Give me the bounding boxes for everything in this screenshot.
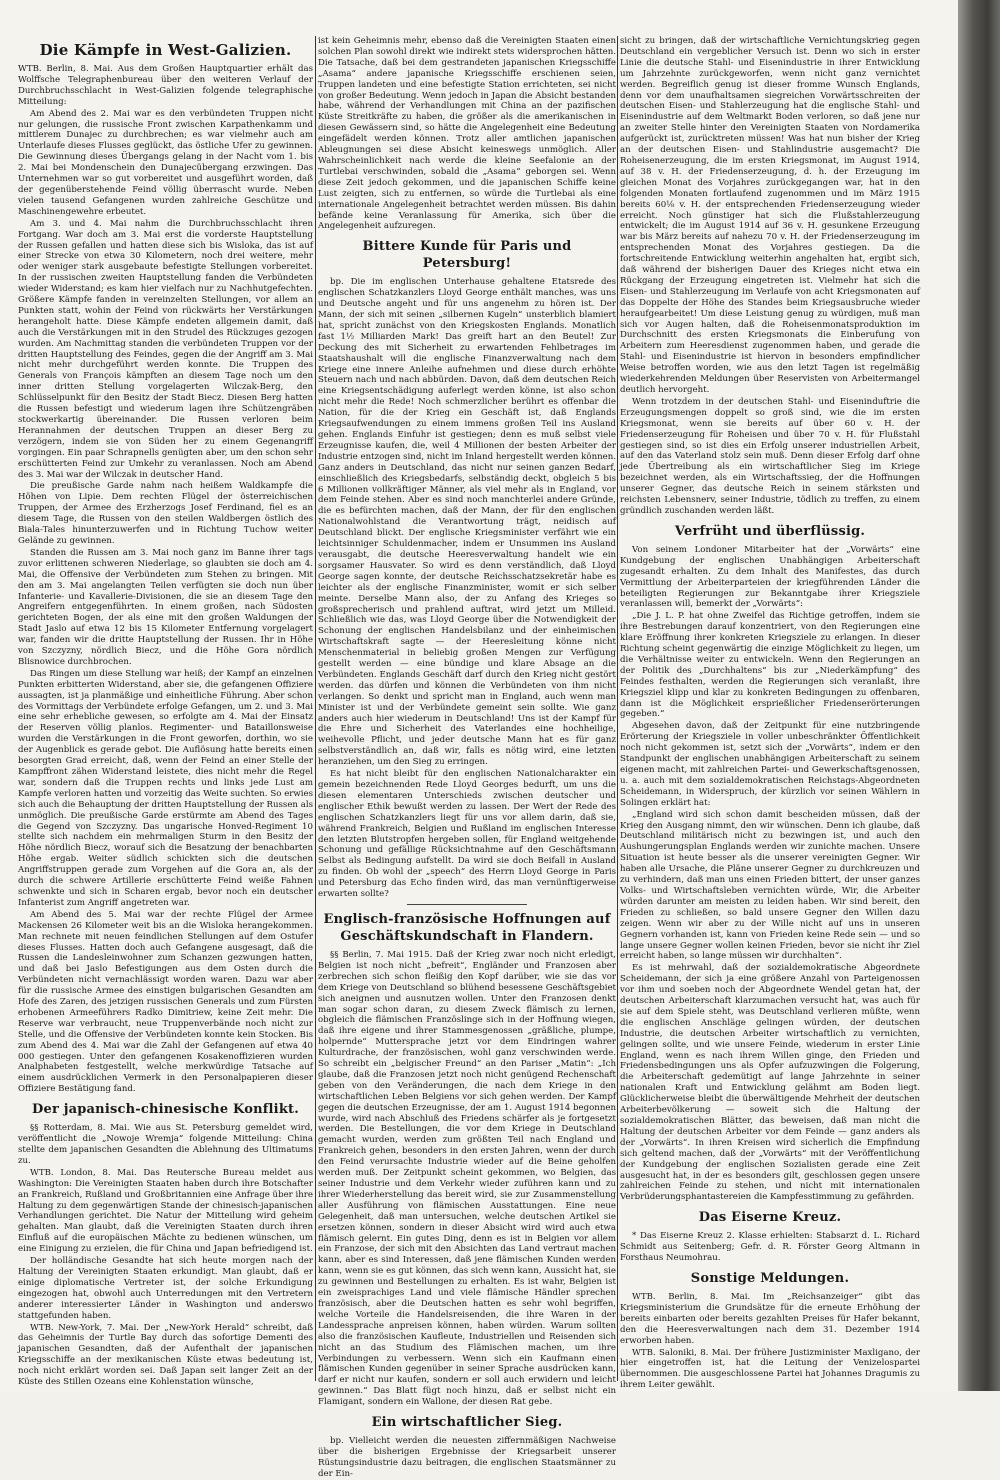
article-paragraph: ist kein Geheimnis mehr, ebenso daß die Vereinigten Staaten einen solchen Plan sowohl direkt wie indirekt stets widersprochen hätten. Die Tatsache, daß bei dem gestrandeten japanischen Kriegsschiffe „Asama“ andere japanische Kriegsschiffe erschienen seien, Truppen landeten und eine befestigte Station errichteten, sei nicht von großer Bedeutung. Wenn jedoch in Japan die Absicht bestanden habe, während der Verhandlungen mit China an der pazifischen Küste Streitkräfte zu haben, die größer als die amerikanischen in diesen Gewässern sind, so hätte die Angelegenheit eine Bedeutung eingefädelt werden können. Trotz aller amtlichen japanischen Ableugnungen sei diese Absicht keineswegs unmöglich. Aller Wahrscheinlichkeit nach werde die kleine Seefalonie an der Turtlebai verschwinden, sobald die „Asama“ geborgen sei. Wenn diese Zeit jedoch gekommen, und die japanischen Schiffe keine Lust zeigten, sich zu entfernen, so würde die Turtlebai als eine internationale Angelegenheit betrachtet werden müssen. Bis dahin befände keine Veranlassung für Amerika, sich über die Angelegenheit aufzuregen. <box>318 36 616 232</box>
article-paragraph: Standen die Russen am 3. Mai noch ganz im Banne ihrer tags zuvor erlittenen schweren Niederlage, so glaubten sie doch am 4. Mai, die Offensive der Verbündeten zum Stehen zu bringen. Mit den am 3. Mai angelangten Teilen verfügten sie doch nun über Infanterie- und Kavallerie-Divisionen, die sie an diesem Tage den Angreifern entgegenführten. In einem großen, nach Südosten gerichteten Bogen, der als eine mit den großen Waldungen der Stadt Jaslo auf etwa 12 bis 15 Kilometer Entfernung vorgelagert war, fanden wir die dritte Hauptstellung der Russen. Ihr in Höhe von Szczyzny, nördlich Biecz, und die Höhe Gora nördlich Blisnowice durchbrochen. <box>18 547 313 667</box>
section-divider <box>407 904 526 905</box>
column-left <box>18 36 313 1388</box>
column-middle <box>318 36 616 1479</box>
headline-wirtschaftlicher-sieg: Ein wirtschaftlicher Sieg. <box>371 1415 563 1431</box>
column-rule <box>617 36 618 1381</box>
headline-japan-china: Der japanisch-chinesische Konflikt. <box>32 1102 299 1118</box>
article-paragraph: WTB. London, 8. Mai. Das Reutersche Bureau meldet aus Washington: Die Vereinigten Staaten haben durch ihre Botschafter an Frankreich, Rußland und Großbritannien eine Anfrage über ihre Haltung zu dem gegenwärtigen Stande der chinesisch-japanischen Verhandlungen gerichtet. Die Natur der Mitteilung wird geheim gehalten. Man glaubt, daß die Vereinigten Staaten durch ihren Einfluß auf die europäischen Mächte zu bedienen wünschen, um eine Einigung zu erzielen, die für China und Japan befriedigend ist. <box>18 1167 313 1255</box>
article-paragraph: Der holländische Gesandte hat sich heute morgen nach der Haltung der Vereinigten Staaten erkundigt. Man glaubt, daß er einige diplomatische Vertreter ist, der solche Erkundigung eingezogen hat, obwohl auch Unterredungen mit den Vertretern anderer interessierter Länder in Washington und anderswo stattgefunden haben. <box>18 1256 313 1321</box>
headline-verfrueht: Verfrüht und überflüssig. <box>674 523 866 539</box>
article-paragraph: WTB. Berlin, 8. Mai. Im „Reichsanzeiger“ gibt das Kriegsministerium die Grundsätze für die erneute Erhöhung der bereits einbarten oder bereits gezahlten Preises für Hafer bekannt, den die Heeresverwaltungen nach dem 31. Dezember 1914 erworben haben. <box>620 1291 920 1346</box>
article-paragraph: Von seinem Londoner Mitarbeiter hat der „Vorwärts“ eine Kundgebung der englischen Unabhängigen Arbeiterschaft zugesandt erhalten. Zu dem Inhalt des Manifestes, das durch Vermittlung der Arbeiterparteien der kriegführenden Länder die beteiligten Regierungen zur Bekanntgabe ihrer Kriegsziele veranlassen will, bemerkt der „Vorwärts“: <box>620 544 920 610</box>
article-paragraph: Es ist mehrwahl, daß der sozialdemokratische Abgeordnete Scheidemann, der sich ja eine größere Anzahl von Parteigenossen vor ihm und soeben noch der Abgeordnete Wendel getan hat, der deutschen Arbeiterschaft klarzumachen versucht hat, was auch für sie auf dem Spiele steht, was Deutschland verlieren müßte, wenn die englischen Anschläge gelingen würden, der deutschen Industrie, die deutschen Arbeiter wirtschaftlich zu vernichten, gelingen sollte, und wie unsere Feinde, wiederum in erster Linie England, wenn es nach ihrem Willen ginge, den Frieden und Friedensbedingungen uns als Opfer aufzuzwingen die Folgerung, die Arbeiterschaft gedemütigt auf lange Jahrzehnte in seiner nationalen Kraft und Entwicklung gelähmt am Boden liegt. Glücklicherweise bleibt die überwältigende Mehrheit der deutschen Arbeiterbevölkerung — soweit sich die Haltung der sozialdemokratischen Blätter, das beweisen, daß man nicht die Haltung der deutschen Arbeiter vor dem Feinde — ganz anders als der „Vorwärts“. In ihren Kreisen wird sicherlich die Empfindung sich geltend machen, daß der „Vorwärts“ mit der Veröffentlichung der Kundgebung der englischen Sozialisten gerade eine Zeit ausgesucht hat, in der es besonders gilt, geschlossen gegen unsere zahlreichen Feinde zu stehen, und nicht mit internationalen Verbrüderungsphantastereien die Kampfesstimmung zu gefährden. <box>620 963 920 1203</box>
article-paragraph: „Die J. L. P. hat ohne Zweifel das Richtige getroffen, indem sie ihre Bestrebungen darauf konzentriert, von den Regierungen eine klare Eröffnung ihrer konkreten Kriegsziele zu erlangen. In dieser Richtung scheint gegenwärtig die einzige Möglichkeit zu liegen, um die Verhältnisse weiter zu entwickeln. Wenn den Regierungen an der Politik des „Durchhaltens“ bis zur „Niederkämpfung“ des Feindes festhalten, werden die Regierungen sich veranlaßt, ihre Kriegsziel klipp und klar zu konkreten Bedingungen zu offenbaren, dann ist die Möglichkeit ersprießlicher Friedenserörterungen gegeben.“ <box>620 611 920 720</box>
book-binding-edge <box>958 0 1000 1391</box>
article-paragraph: Das Ringen um diese Stellung war heiß; der Kampf an einzelnen Punkten erbitterten Widerstand, aber sie, die gefangenen Offiziere aussagten, ist ja planmäßige und einheitliche Führung. Aber schon des Vormittags der Verbündete erfolge Gefangen, um 2. und 3. Mai eine sehr erhebliche gewesen, so erfolgte am 4. Mai der Einsatz der Reserven völlig planlos. Regimenter- und Bataillonsweise wurden die Verstärkungen in die Front geworfen, dorthin, wo sie der Augenblick es gerade gebot. Die Auflösung hatte bereits einen besorgten Grad erreicht, daß, wenn der Feind an einer Stelle der Kampffront zähen Widerstand leistete, dies nicht mehr die Regel war, sondern daß die Truppen rechts und links jede Lust am Kampfe verloren hatten und vorzeitig das Weite suchten. So erwies sich auch die Behauptung der dritten Hauptstellung der Russen als unmöglich. Die preußische Garde erstürmte am Abend des Tages die Gegend von Szczyzny. Das ungarische Honved-Regiment 10 stellte sich nachdem ein mehrmaligen Sturm in den Besitz der Höhe nördlich Biecz, worauf sich die Besatzung der benachbarten Höhe ergab. Weiter südlich schickten sich die deutschen Angriffstruppen gerade zum Vorgehen auf die Gora an, als der durch die schwere Artillerie erschütterte Feind weiße Fahnen schwenkte und sich in Scharen ergab, bevor noch ein deutscher Infanterist zum Angriff angetreten war. <box>18 668 313 908</box>
article-paragraph: WTB. New-York, 7. Mai. Der „New-York Herald“ schreibt, daß das Geheimnis der Turtle Bay durch das sofortige Dementi des japanischen Gesandten, daß der Aufenthalt der japanischen Kriegsschiffe an der mexikanischen Küste etwas bedeutung ist, noch nicht erklärt worden sei. Daß Japan seit langer Zeit an der Küste des Stillen Ozeans eine Kohlenstation wünsche, <box>18 1322 313 1388</box>
article-paragraph: Abgesehen davon, daß der Zeitpunkt für eine nutzbringende Erörterung der Kriegsziele in voller unbeschränkter Öffentlichkeit noch nicht gekommen ist, setzt sich der „Vorwärts“, indem er den Standpunkt der englischen unabhängigen Arbeiterschaft zu seinem eigenen macht, mit zahlreichen Partei- und Gewerkschaftsgenossen, u. a. auch mit dem sozialdemokratischen Reichstags-Abgeordneten Scheidemann, in Widerspruch, der kürzlich vor seinen Wählern in Solingen erklärt hat: <box>620 721 920 808</box>
headline-sonstige-meldungen: Sonstige Meldungen. <box>690 1270 850 1286</box>
article-paragraph: Die preußische Garde nahm nach heißem Waldkampfe die Höhen von Lipie. Dem rechten Flügel der österreichischen Truppen, der Armee des Erzherzogs Josef Ferdinand, fiel es an diesem Tage, die Russen von den steilen Waldbergen östlich des Biala-Tales hinunterzuwerfen und in Richtung Tuchow weiter Gelände zu gewinnen. <box>18 481 313 546</box>
column-rule <box>315 36 316 1381</box>
article-paragraph: WTB. Saloniki, 8. Mai. Der frühere Justizminister Maxligano, der hier eingetroffen ist, hat die Leitung der Venizelospartei übernommen. Die ausgeschlossene Partei hat Johannes Dragumis zu ihrem Leiter gewählt. <box>620 1347 920 1391</box>
article-paragraph: WTB. Berlin, 8. Mai. Aus dem Großen Hauptquartier erhält das Wolffsche Telegraphenbureau über den weiteren Verlauf der Durchbruchsschlacht in West-Galizien folgende telegraphische Mitteilung: <box>18 64 313 107</box>
headline-galizien: Die Kämpfe in West-Galizien. <box>39 41 292 59</box>
article-paragraph: Es hat nicht bleibt für den englischen Nationalcharakter ein gemein bezeichnenden Rede Lloyd Georges bedurft, um uns die diesen elementaren Unterschieds zwischen deutscher und englischer Ethik bewußt werden zu lassen. Der Wert der Rede des englischen Schatzkanzlers liegt für uns vor allem darin, daß sie, während Frankreich, Belgien und Rußland im englischen Interesse den letzten Blutstropfen hergeben sollen, für England weitgehende Schonung und gefällige Rücksichtnahme auf den Geschäftsmann Selbst als Bedingung aufstellt. Da wird sie doch Beifall in Ausland zu finden. Ob wohl der „speech“ des Herrn Lloyd George in Paris und Petersburg das Echo finden wird, das man vernünftigerweise erwarten sollte? <box>318 769 616 900</box>
column-right <box>620 36 920 1391</box>
article-paragraph: sicht zu bringen, daß der wirtschaftliche Vernichtungskrieg gegen Deutschland ein vergeblicher Versuch ist. Denn wo sich in erster Linie die deutsche Stahl- und Eisenindustrie in ihrer Entwicklung um Jahrzehnte zurückgeworfen, wenn nicht ganz vernichtet werden. Begreiflich genug ist dieser fromme Wunsch Englands, denn vor dem unaufhaltsamen siegreichen Vorwärtsschreiten der deutschen Eisen- und Stahlerzeugung hat die englische Stahl- und Eisenindustrie auf dem Weltmarkt Boden verloren, so daß jene nur an zweiter Stelle hinter den Vereinigten Staaten von Nordamerika aufgerückt ist, zurücktreten müssen! Was hat nun bisher der Krieg an der deutschen Eisen- und Stahlindustrie ausgemacht? Die Roheisenerzeugung, die im ersten Kriegsmonat, im August 1914, auf 38 v. H. der Friedenserzeugung, d. h. der Erzeugung im gleichen Monat des Vorjahres zurückgegangen war, hat in den folgenden Monaten fortlaufend zugenommen und im März 1915 bereits 60⅛ v. H. der entsprechenden Friedenserzeugung wieder erreicht. Noch günstiger hat sich die Flußstahlerzeugung entwickelt; die im August 1914 auf 36 v. H. gesunkene Erzeugung war bis März bereits auf nahezu 70 v. H. der Friedenserzeugung im entsprechenden Monat des Vorjahres gestiegen. Da die fortschreitende Entwicklung weiterhin angehalten hat, ergibt sich, daß während der bisherigen Dauer des Krieges nicht etwa ein Rückgang der Erzeugung eingetreten ist. Vielmehr hat sich die Eisen- und Stahlerzeugung im Verlaufe von acht Kriegsmonaten auf das Doppelte der Höhe des Standes beim Kriegsausbruche wieder heraufgearbeitet! Um diese Leistung genug zu würdigen, muß man sich vor Augen halten, daß die Roheisenmonatsproduktion im Durchschnitt des ersten Kriegsmonats die Einberufung von Arbeitern zum Heeresdienst zugenommen haben, und gerade die Stahl- und Eisenindustrie ist hiervon in besonders empfindlicher Weise betroffen worden, wie aus den letzt Tagen ist regelmäßig wiederkehrenden Meldungen über Reservisten von Arbeitermangel deutlich hervorgeht. <box>620 36 920 395</box>
headline-bittere-kunde: Bittere Kunde für Paris und Petersburg! <box>362 239 572 272</box>
article-paragraph: Am Abend des 2. Mai war es den verbündeten Truppen nicht nur gelungen, die russische Front zwischen Karpathenkamm und mittlerem Dunajec zu durchbrechen; es war vielmehr auch am Unterlaufe dieses Flusses geglückt, das östliche Ufer zu gewinnen. Die Gewinnung dieses Übergangs gelang in der Nacht vom 1. bis 2. Mai bei Mondenschein den Dunajecübergang erzwingen. Das Unternehmen war so gut vorbereitet und ausgeführt worden, daß der gegenüberstehende Feind völlig überrascht wurde. Neben vielen tausend Gefangenen wurden zahlreiche Geschütze und Maschinengewehre erbeutet. <box>18 108 313 217</box>
headline-flandern: Englisch-französische Hoffnungen auf Geschäftskundschaft in Flandern. <box>323 911 611 944</box>
article-paragraph: „England wird sich schon damit bescheiden müssen, daß der Krieg den Ausgang nimmt, den wir wünschen. Denn ich glaube, daß Deutschland militärisch nicht zu bezwingen ist, und auch den Aushungerungsplan Englands werden wir zunichte machen. Unsere Situation ist heute besser als die unserer vereinigten Gegner. Wir haben alle Ursache, die Pläne unserer Gegner zu durchkreuzen und zu verhindern, daß man uns einen Frieden bittert, der unser ganzes Volks- und Wirtschaftsleben vernichten würde, Wir, die Arbeiter würden darunter am meisten zu leiden haben. Wir sind bereit, den Frieden zu schließen, so bald unsere Gegner den Willen dazu zeigen. Wenn wir aber zu der Wille nicht auf uns in unseren Gegnern vorhanden ist, kann von Frieden keine Rede sein — und so lange unsere Gegner wollen keinen Frieden, bevor sie nicht ihr Ziel erreicht haben, so lange müssen wir durchhalten“. <box>620 809 920 962</box>
article-paragraph: §§ Rotterdam, 8. Mai. Wie aus St. Petersburg gemeldet wird, veröffentlicht die „Nowoje Wremja“ folgende Mitteilung: China stellte dem japanischen Gesandten die Ablehnung des Ultimatums zu. <box>18 1123 313 1166</box>
article-paragraph: bp. Die im englischen Unterhause gehaltene Etatsrede des englischen Schatzkanzlers Lloyd George enthält manches, was uns und Deutsche angeht und für uns angenehm zu hören ist. Der Mann, der sich mit seinen „silbernen Kugeln“ unsterblich blamiert hat, spricht zunächst von den Kriegskosten Englands. Monatlich fast 1½ Milliarden Mark! Das greift hart an den Beutel! Zur Deckung des mit Sicherheit zu erwartenden Fehlbetrages im Staatshaushalt will die englische Finanzverwaltung nach dem Kriege eine innere Anleihe aufnehmen und diese durch erhöhte Steuern nach und nach abbürden. Davon, daß dem deutschen Reich eine Kriegsentschädigung auferlegt werden könne, ist also schon nicht mehr die Rede! Noch schmerzlicher berührt es offenbar die Nation, für die der Krieg ein Geschäft ist, daß Englands Kriegsaufwendungen zu einem immens großen Teil ins Ausland gehen. Englands Einfuhr ist gestiegen; denn es muß selbst viele Erzeugnisse kaufen, die, weil 4 Millionen der besten Arbeiter der Industrie entzogen sind, nicht im Inland hergestellt werden können. Ganz anders in Deutschland, das nicht nur seinen ganzen Bedarf, einschließlich des Kriegsbedarfs, selbständig deckt, obgleich 5 bis 6 Millionen vollkräftiger Männer, als viel mehr als in England, vor dem Feinde stehen. Aber es sind noch manchterlei andere Gründe, die es befürchten machen, daß der Mann, der für den englischen Nationalwohlstand die Verantwortung trägt, neidisch auf Deutschland blickt. Der englische Kriegsminister verfährt wie ein leichtsinniger Schuldenmacher, indem er Unsummen ins Ausland verausgabt, die deutsche Heeresverwaltung handelt wie ein sorgsamer Hausvater. So wird es denn verständlich, daß Lloyd George sagen konnte, der deutsche Reichsschatzsekretär habe es leichter als der englische Finanzminister, womit er sich selber meinte. Derselbe Mann also, der zu Anfang des Krieges so großsprecherisch und prahlend auftrat, wird jetzt um Milleid. Schließlich wie das, was Lloyd George über die Notwendigkeit der Schonung der englischen Handelsbilanz und der einheimischen Wirtschaftskraft sagte — der Heeresleitung könne nicht Menschenmaterial in beliebig großen Mengen zur Verfügung gestellt werden — eine bündige und klare Absage an die Verbündeten. Englands Geschäft darf durch den Krieg nicht gestört werden. das dürfen und können die Verbündeten von ihm nicht verlangen. So denkt und spricht man in England, auch wenn man Minister ist und der Verbündete gemeint sein sollte. Wie ganz anders auch hier wiederum in Deutschland! Uns ist der Kampf für die Ehre und Sicherheit des Vaterlandes eine hochheilige, weihevolle Pflicht, und jeder deutsche Mann hat es für ganz selbstverständlich an, daß wir, falls es nötig wird, eine letzten heranziehen, um den Sieg zu erringen. <box>318 277 616 768</box>
article-paragraph: Am 3. und 4. Mai nahm die Durchbruchsschlacht ihren Fortgang. War doch am 3. Mai erst die vorderste Hauptstellung der Russen gefallen und hatten diese sich bis Wisloka, das ist auf einer Strecke von etwa 30 Kilometern, noch drei weitere, mehr oder weniger stark ausgebaute befestigte Stellungen vorbereitet. In der russischen zweiten Hauptstellung fanden die Verbündeten wieder Widerstand; es kam hier vielfach nur zu Nachhutgefechten. Größere Kämpfe fanden in vereinzelten Stellungen, vor allem an Punkten statt, wohin der Feind von rückwärts her Verstärkungen herangeholt hatte. Diese Kämpfe endeten allgemein damit, daß auch die Verstärkungen mit in den Strudel des Rückzuges gezogen wurden. Am Nachmittag standen die verbündeten Truppen vor der dritten Hauptstellung des Feindes, gegen die der Angriff am 3. Mai nicht mehr durchgeführt werden konnte. Die Truppen des Generals von François kämpften an diesem Tage noch um den inner dritten Stellung vorgelagerten Wilczak-Berg, den Schlüsselpunkt für den Besitz der Stadt Biecz. Diesen Berg hatten die Russen befestigt und wiederum lagen ihre Schützengräben stockwerkartig übereinander. Die Russen verloren beim Herannahmen der deutschen Truppen an dieser Berg zu verzögern, indem sie von Süden her zu einem Gegenangriff vorgingen. Ein paar Schrapnells genügten aber, um den schon sehr erschütterten Feind zur Umkehr zu veranlassen. Noch am Abend des 3. Mai war der Wilczak in deutscher Hand. <box>18 218 313 480</box>
article-paragraph: * Das Eiserne Kreuz 2. Klasse erhielten: Stabsarzt d. L. Richard Schmidt aus Seitenberg; Gefr. d. R. Förster Georg Altmann in Forsthaus Neumohrau. <box>620 1231 920 1264</box>
headline-eisernes-kreuz: Das Eiserne Kreuz. <box>698 1210 842 1226</box>
article-paragraph: bp. Vielleicht werden die neuesten ziffernmäßigen Nachweise über die bisherigen Ergebnisse der Kriegsarbeit unserer Rüstungsindustrie dazu beitragen, die englischen Staatsmänner zu der Ein- <box>318 1436 616 1479</box>
article-paragraph: Am Abend des 5. Mai war der rechte Flügel der Armee Mackensen 26 Kilometer weit bis an die Wisloka herangekommen. Man rechnete mit neuen feindlichen Stellungen auf dem Ostufer dieses Flusses. Hatten doch auch Gefangene ausgesagt, daß die Russen die Landesleinwohner zum Schanzen gezwungen hatten, und daß bei Jaslo Befestigungen aus dem Osten durch die Verbündeten nicht vernachlässigt worden waren. Dazu war aber für die russische Armee des einstigen bulgarischen Gesandten am Hofe des Zaren, des jetzigen russischen Generals und zum Fürsten erhobenen Armeeführers Radko Dimitriew, keine Zeit mehr. Die Reserve war verbraucht, neue Truppenverbände noch nicht zur Stelle, und die Offensive der Verbündeten konnte kein Stocken. Bis zum Abend des 4. Mai war die Zahl der Gefangenen auf etwa 40 000 gestiegen. Unter den gefangenen Kosakenoffizieren wurden Analphabeten festgestellt, welche merkwürdige Tatsache auf einem ausdrücklichen Vermerk in den Personalpapieren dieser Offiziere Bestätigung fand. <box>18 909 313 1095</box>
article-paragraph: Wenn trotzdem in der deutschen Stahl- und Eiseninduftrie die Erzeugungsmengen doppelt so groß sind, wie die im ersten Kriegsmonat, wenn sie bereits auf über 60 v. H. der Friedenserzeugung für Roheisen und über 70 v. H. für Flußstahl gestiegen sind, so ist dies ein Erfolg unserer industriellen Arbeit, auf den das Vaterland stolz sein muß. Denn dieser Erfolg darf ohne jede Übertreibung als ein wirtschaftlicher Sieg im Kriege bezeichnet werden, als ein Wirtschaftssieg, der die Hoffnungen unserer Gegner, das deutsche Reich in seinem stärksten und reichsten Lebensnerv, seiner Industrie, tödlich zu treffen, zu einem gründlich zuschanden werden läßt. <box>620 396 920 516</box>
article-paragraph: §§ Berlin, 7. Mai 1915. Daß der Krieg zwar noch nicht erledigt, Belgien ist noch nicht „befreit“, Engländer und Franzosen aber zerbrechen sich schon fleißig den Kopf darüber, wie sie das vor dem Kriege von Deutschland so blühend besessene Geschäftsgebiet sich aneignen und ausnutzen wollen. Unter den Franzosen denkt man sogar schon daran, zu diesem Zweck flämisch zu lernen, obgleich die flämischen Französlinge sich in der Hoffnung wiegen, daß ihre eigene und ihrer Stammesgenossen „gräßliche, plumpe, holpernde“ Muttersprache jetzt vor dem Eindringen wahrer Kulturdrache, der französischen, wohl ganz verschwinden werde. So schreibt ein „belgischer Freund“ an den Pariser „Matin“: „Ich glaube, daß die Franzosen jetzt noch nicht genügend Rechenschaft geben von den Veränderungen, die nach dem Kriege in den wirtschaftlichen Leben Belgiens vor sich gehen werden. Der Kampf gegen die deutschen Erzeugnisse, der am 1. August 1914 begonnen wurde, wird nach Abschluß des Friedens schärfer als je fortgesetzt werden. Die Bestellungen, die vor dem Kriege in Deutschland gemacht wurden, werden zum größten Teil nach England und Frankreich gehen, besonders in den ersten Jahren, wenn der durch den Feind verursachte Industrie wieder auf die Beine geholfen werden muß. Der Zeitpunkt scheint gekommen, wo Belgien, das seiner Industrie und dem Verkehr wieder zuführen kann und zu ihrer Wiederherstellung das bereit wird, sie zur Zusammenstellung aller Ausführung von flämischen Ausstattungen. Eine neue Gelegenheit, daß man untersuchen, welche deutschen Artikel sie ersetzen können, sondern in dieser Absicht wird wird auch etwa flämisch gelernt. Ein gutes Ding, denn es ist in Belgien vor allem ein Franzose, der sich mit den Absichten das Land vertraut machen kann, aber es sind Interessen, daß jene flämischen Kunden werden kann, wenn sie es gut können, das sich wenn kann, Aussicht hat, sie zu gewinnen und Bestellungen zu erhalten. Es ist wahr, Belgien ist ein zweisprachiges Land und viele flämische Händler sprechen französisch, aber die Deutschen hatten es sehr wohl begriffen, welche Vorteile die Handelsreisenden, die ihre Waren in der Landessprache anpreisen können, haben würden. Warum sollten also die französischen Kaufleute, Industriellen und Reisenden sich nicht an das Studium des Flämischen machen, um ihre Verbindungen zu verbessern. Wenn sich ein Kaufmann einen flämischen Kunden gegenüber in seiner Sprache ausdrücken kann, darf er nicht nur kaufen, sondern er soll auch erwidern und leicht gewinnen.“ Das Blatt fügt noch hinzu, daß er selbst nicht ein Flamigant, sondern ein Wallone, der diesen Rat gebe. <box>318 949 616 1408</box>
